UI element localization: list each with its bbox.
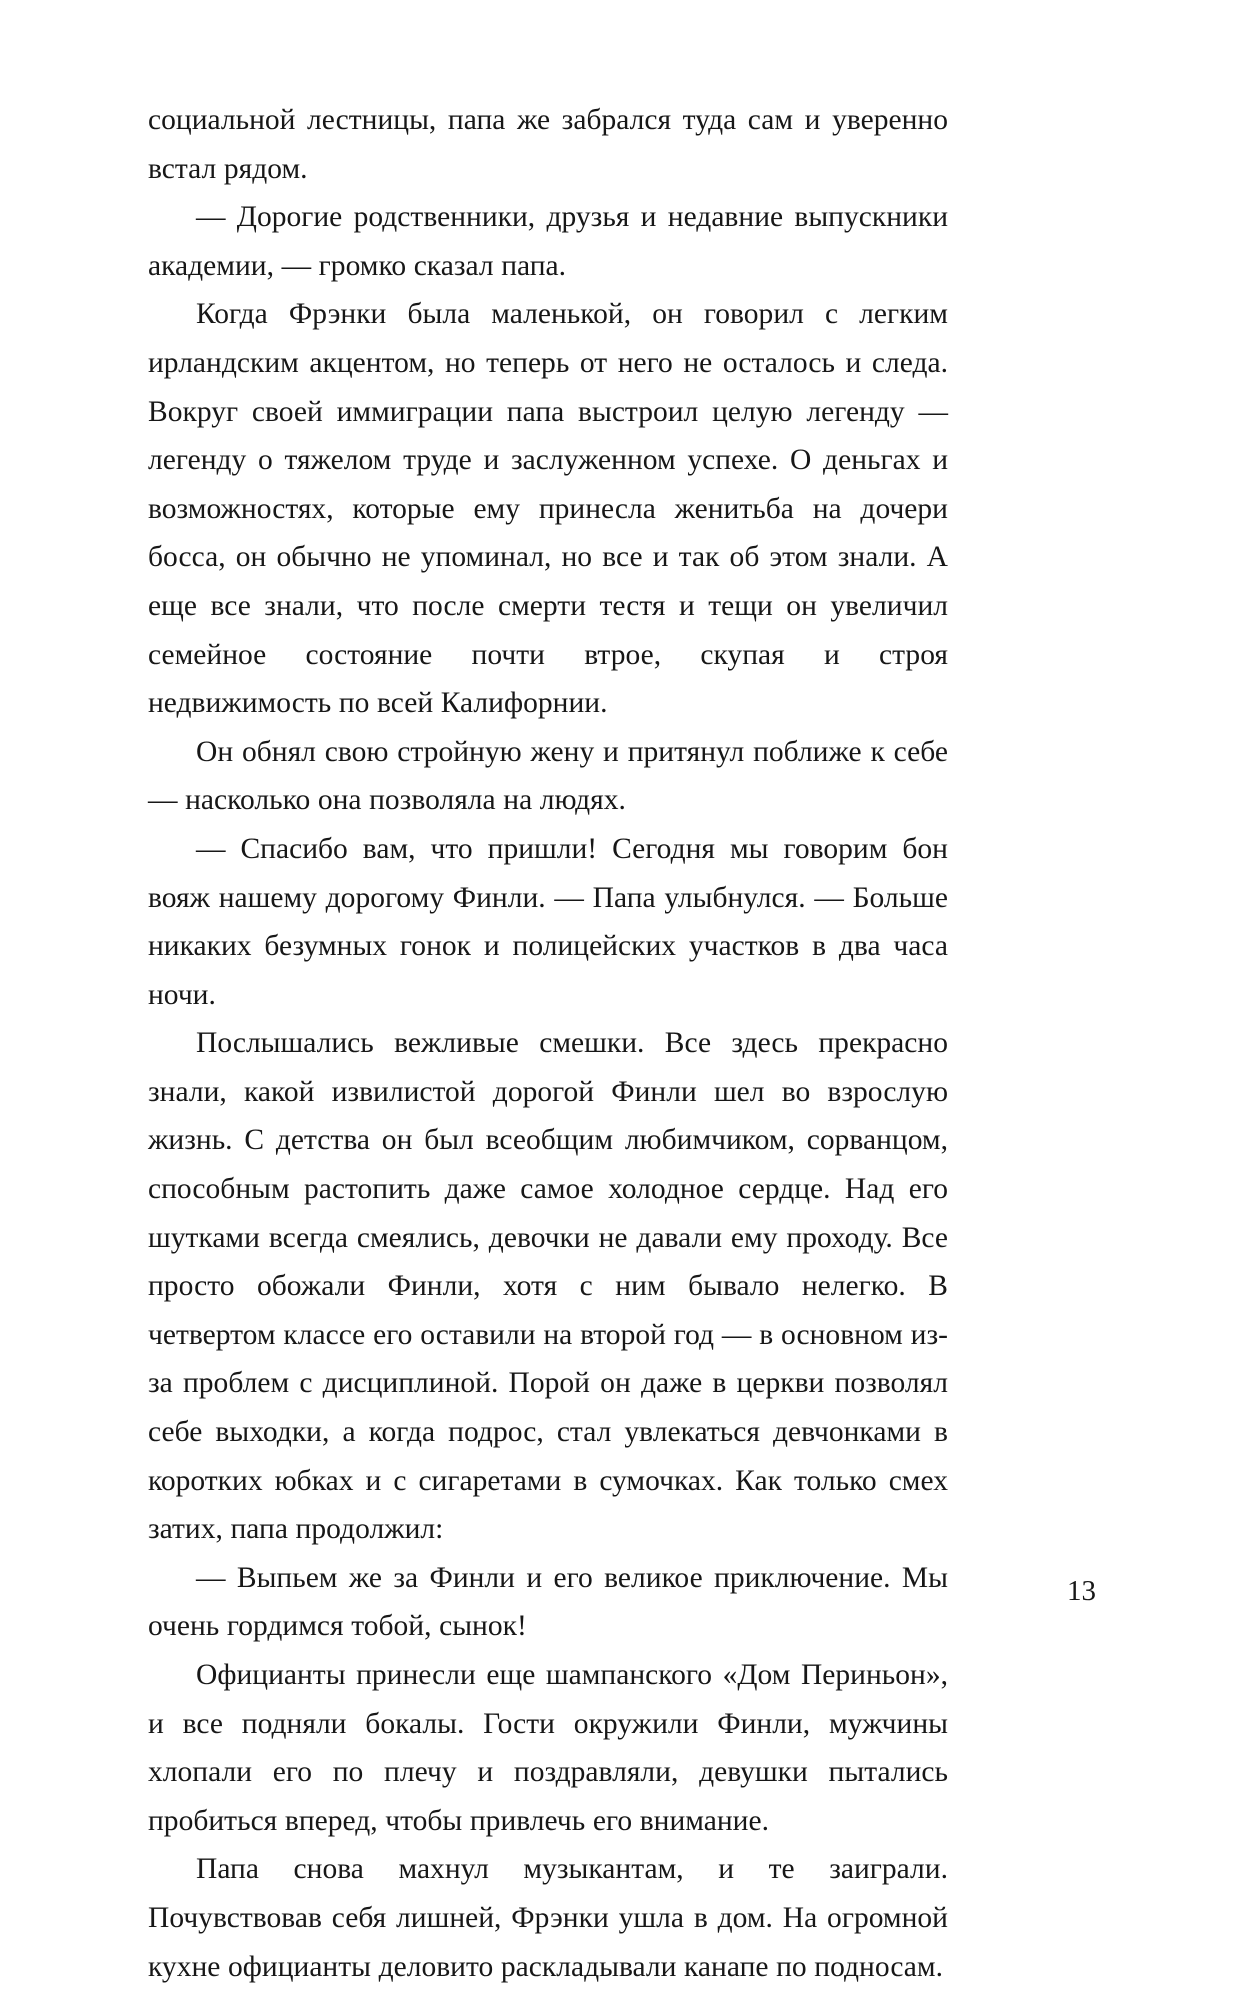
- page-text-block: [148, 96, 948, 1991]
- paragraph-continued: социальной лестницы, папа же забрался туда сам и уверенно встал рядом.: [148, 104, 948, 185]
- paragraph-frankie-childhood: Когда Фрэнки была маленькой, он говорил с легким ирландским акцентом, но теперь от него не осталось и следа. Вокруг своей иммиграции папа выстроил целую легенду — легенду о тяжелом труде и заслуженном успехе. О деньгах и возможностях, которые ему принесла женитьба на дочери босса, он обычно не упоминал, но все и так об этом знали. А еще все знали, что после смерти тестя и тещи он увеличил семейное состояние почти втрое, скупая и строя недвижимость по всей Калифорнии.: [148, 298, 948, 720]
- page-number: 13: [1067, 1575, 1096, 1607]
- paragraph-champagne: Официанты принесли еще шампанского «Дом Периньон», и все подняли бокалы. Гости окружили Финли, мужчины хлопали его по плечу и поздравляли, девушки пытались пробиться вперед, чтобы привлечь его внимание.: [148, 1659, 948, 1837]
- paragraph-dialogue-toast: — Выпьем же за Финли и его великое приключение. Мы очень гордимся тобой, сынок!: [148, 1561, 948, 1643]
- paragraph-dialogue-greeting: — Дорогие родственники, друзья и недавние выпускники академии, — громко сказал папа.: [148, 201, 948, 282]
- paragraph-polite-laughter: Послышались вежливые смешки. Все здесь прекрасно знали, какой извилистой дорогой Финли шел во взрослую жизнь. С детства он был всеобщим любимчиком, сорванцом, способным растопить даже самое холодное сердце. Над его шутками всегда смеялись, девочки не давали ему проходу. Все просто обожали Финли, хотя с ним бывало нелегко. В четвертом классе его оставили на второй год — в основном из-за проблем с дисциплиной. Порой он даже в церкви позволял себе выходки, а когда подрос, стал увлекаться девчонками в коротких юбках и с сигаретами в сумочках. Как только смех затих, папа продолжил:: [148, 1027, 948, 1546]
- paragraph-embrace-wife: Он обнял свою стройную жену и притянул поближе к себе — насколько она позволяла на людях.: [148, 735, 948, 817]
- paragraph-dialogue-thanks: — Спасибо вам, что пришли! Сегодня мы говорим бон вояж нашему дорогому Финли. — Папа улыбнулся. — Больше никаких безумных гонок и полицейских участков в два часа ночи.: [148, 832, 948, 1011]
- paragraph-music-kitchen: Папа снова махнул музыкантам, и те заиграли. Почувствовав себя лишней, Фрэнки ушла в дом. На огромной кухне официанты деловито раскладывали канапе по подносам.: [148, 1853, 948, 1983]
